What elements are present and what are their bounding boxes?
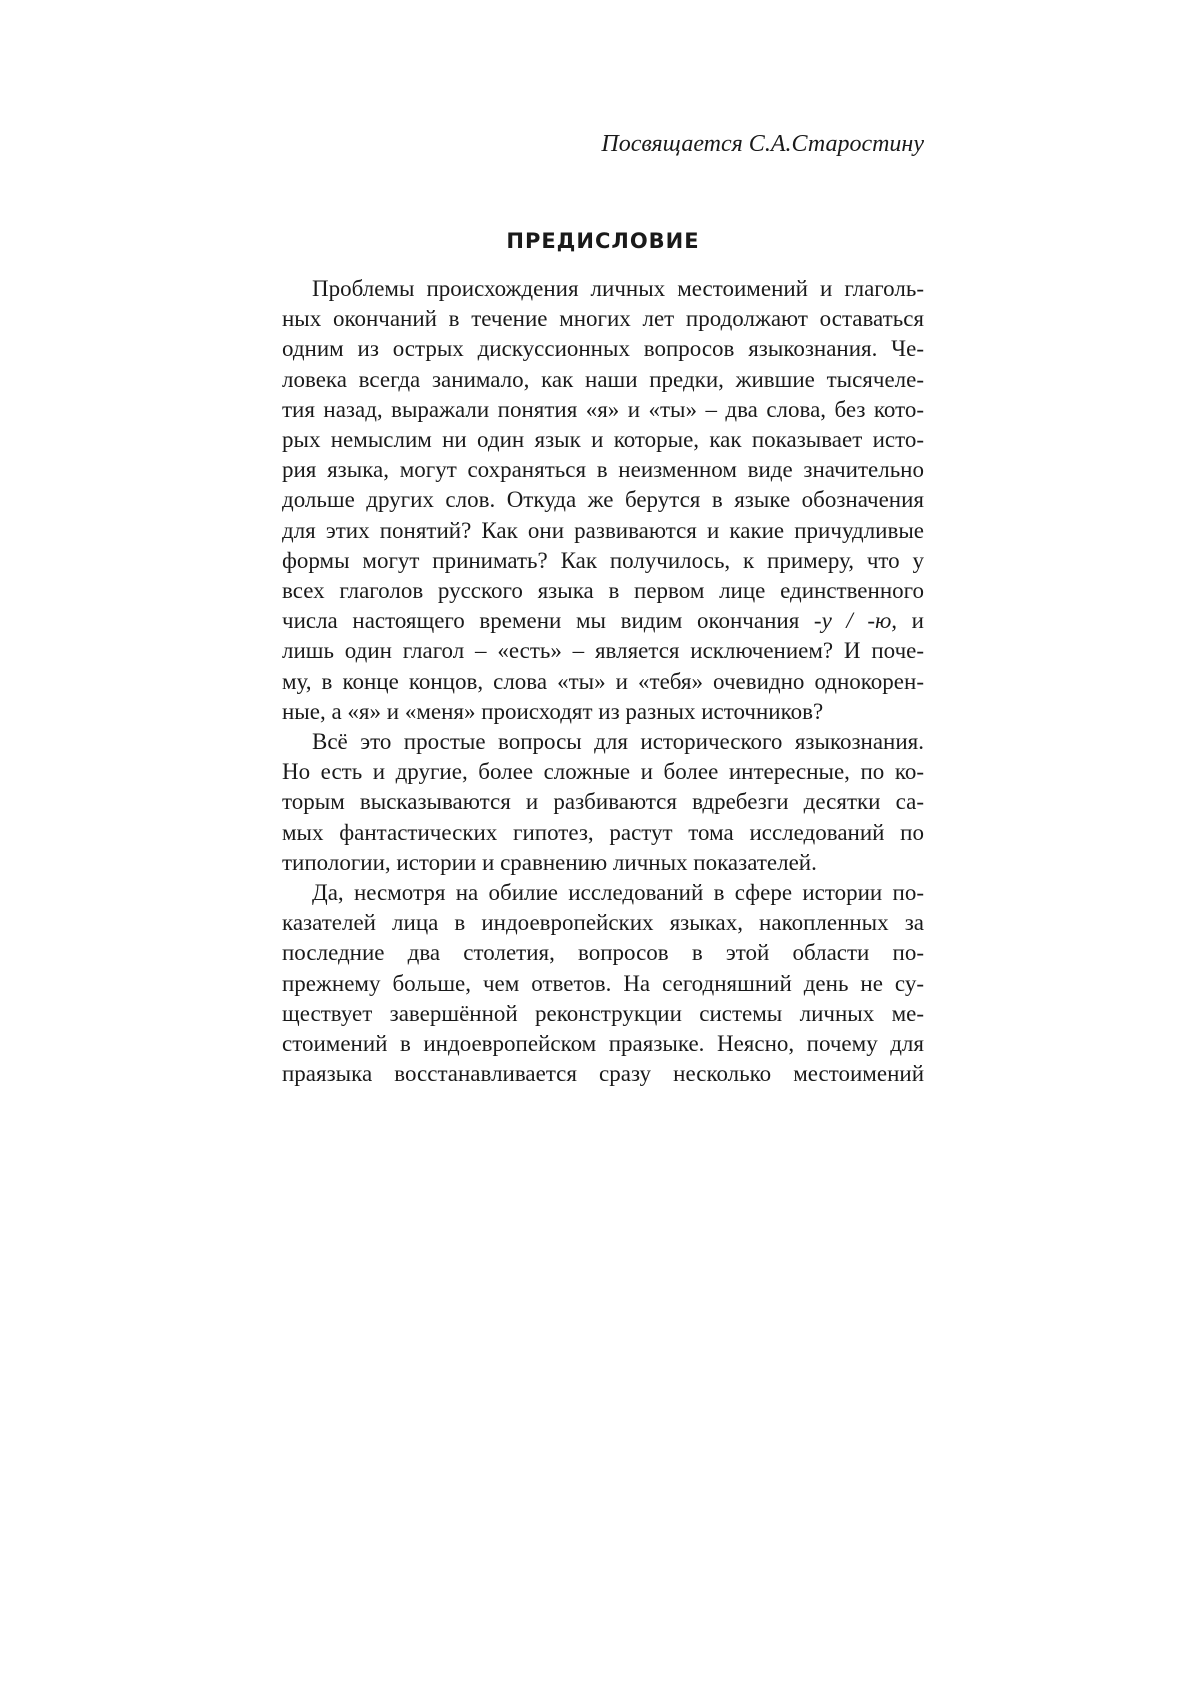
page-content [282,128,924,1089]
paragraph-3 [282,878,924,1089]
text-line: ществует завершённой реконструкции системы личных ме- [282,1000,924,1026]
text-line-with-italic: числа настоящего времени мы видим окончания -у / -ю, и [282,608,924,634]
text-line: формы могут принимать? Как получилось, к примеру, что у [282,547,924,573]
text-line: рия языка, могут сохраняться в неизменном виде значительно [282,457,924,483]
text-line: Всё это простые вопросы для исторического языкознания. [312,729,924,755]
text-line: типологии, истории и сравнению личных показателей. [282,849,817,875]
text-line: Но есть и другие, более сложные и более интересные, по ко- [282,759,924,785]
text-line: Проблемы происхождения личных местоимений и глаголь- [312,276,924,301]
text-line: ловека всегда занимало, как наши предки, жившие тысячеле- [282,366,924,392]
text-line: рых немыслим ни один язык и которые, как показывает исто- [282,427,924,453]
text-line: лишь один глагол – «есть» – является исключением? И поче- [282,638,924,664]
text-line: одним из острых дискуссионных вопросов языкознания. Че- [282,336,924,362]
paragraph-1 [282,274,924,727]
text-line: прежнему больше, чем ответов. На сегодняшний день не су- [282,970,924,996]
text-line: всех глаголов русского языка в первом лице единственного [282,578,924,604]
text-line: последние два столетия, вопросов в этой области по- [282,940,924,966]
text-line: ные, а «я» и «меня» происходят из разных источников? [282,698,824,724]
text-line: праязыка восстанавливается сразу несколько местоимений [282,1061,924,1087]
text-line: мых фантастических гипотез, растут тома исследований по [282,819,924,845]
text-line: дольше других слов. Откуда же берутся в языке обозначения [282,487,924,513]
paragraph-2 [282,727,924,878]
text-line: торым высказываются и разбиваются вдребезги десятки са- [282,789,924,815]
text-line: казателей лица в индоевропейских языках, накопленных за [282,910,924,936]
text-line: Да, несмотря на обилие исследований в сфере истории по- [312,880,924,906]
text-line: му, в конце концов, слова «ты» и «тебя» очевидно однокорен- [282,668,924,694]
italic-suffix: -у / -ю, [813,608,898,634]
text-line: для этих понятий? Как они развиваются и какие причудливые [282,517,924,543]
text-line: ных окончаний в течение многих лет продолжают оставаться [282,306,924,332]
dedication: Посвящается С.А.Старостину [601,131,924,157]
text-line: тия назад, выражали понятия «я» и «ты» – два слова, без кото- [282,396,924,422]
text-line: стоимений в индоевропейском праязыке. Неясно, почему для [282,1031,924,1057]
page-title: ПРЕДИСЛОВИЕ [506,229,700,253]
body-text [282,274,924,1089]
